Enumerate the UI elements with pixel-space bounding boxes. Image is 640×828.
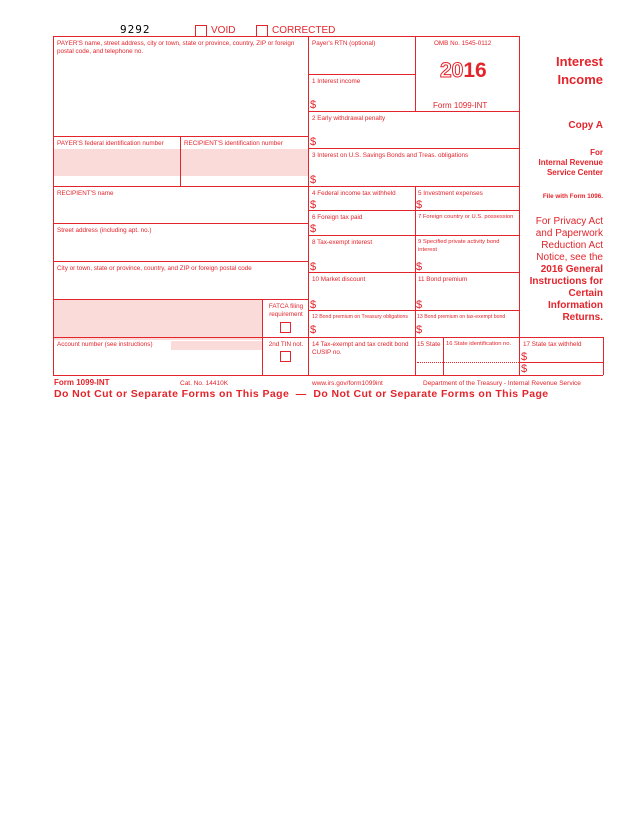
fatca-label: FATCA filing requirement <box>268 303 304 318</box>
box-9-label: 9 Specified private activity bond interest <box>418 239 500 253</box>
box-8-label: 8 Tax-exempt interest <box>312 239 373 246</box>
corrected-label: CORRECTED <box>272 25 336 36</box>
box-17-dollar-1: $ <box>521 351 528 363</box>
box-8-dollar: $ <box>310 261 317 273</box>
box-6-dollar: $ <box>310 223 317 235</box>
box-3-dollar: $ <box>310 174 317 186</box>
box-9-dollar: $ <box>416 261 423 273</box>
payer-tin-field[interactable] <box>53 149 180 176</box>
box-6-label: 6 Foreign tax paid <box>312 214 363 221</box>
account-number-field[interactable] <box>171 341 262 350</box>
box-4-label: 4 Federal income tax withheld <box>312 190 396 197</box>
second-tin-checkbox[interactable] <box>280 351 291 362</box>
box-12-dollar: $ <box>310 324 317 336</box>
form-title-line2: Income <box>557 72 603 87</box>
box-14-label: 14 Tax-exempt and tax credit bond CUSIP no. <box>312 341 409 356</box>
box-13-dollar: $ <box>416 324 423 336</box>
box-15-label: 15 State <box>417 341 441 348</box>
city-label: City or town, state or province, country, and ZIP or foreign postal code <box>57 265 252 272</box>
box-11-label: 11 Bond premium <box>418 276 468 283</box>
tax-year-prefix: 20 <box>440 59 464 82</box>
box-7-label: 7 Foreign country or U.S. possession <box>418 214 514 220</box>
recipient-tin-field[interactable] <box>181 149 308 176</box>
recipient-name-label: RECIPIENT'S name <box>57 190 114 197</box>
box-17-label: 17 State tax withheld <box>523 341 582 348</box>
omb-label: OMB No. 1545-0112 <box>434 40 492 47</box>
form-title-line1: Interest <box>556 54 603 69</box>
file-with-label: File with Form 1096. <box>542 193 603 200</box>
footer-form-name: Form 1099-INT <box>54 378 110 387</box>
tax-year <box>440 60 487 82</box>
box-11-dollar: $ <box>416 299 423 311</box>
box-2-label: 2 Early withdrawal penalty <box>312 115 386 122</box>
box-10-dollar: $ <box>310 299 317 311</box>
footer-cat-no: Cat. No. 14410K <box>180 380 229 387</box>
instructions-notice: 2016 General Instructions for Certain Information Returns. <box>529 264 603 323</box>
account-number-label: Account number (see instructions) <box>57 341 153 348</box>
box-4-dollar: $ <box>310 199 317 211</box>
box-5-dollar: $ <box>416 199 423 211</box>
second-tin-label: 2nd TIN not. <box>268 341 304 348</box>
box-10-label: 10 Market discount <box>312 276 366 283</box>
box-16-label: 16 State identification no. <box>446 341 512 347</box>
form-name-small: Form 1099-INT <box>433 101 488 110</box>
recipient-tin-label: RECIPIENT'S identification number <box>184 140 283 147</box>
for-label: For <box>590 148 603 157</box>
box-1-label: 1 Interest income <box>312 78 361 85</box>
fatca-checkbox[interactable] <box>280 322 291 333</box>
tax-year-suffix: 16 <box>463 59 487 82</box>
payer-name-label: PAYER'S name, street address, city or town, state or province, country, ZIP or foreign postal code, and telephone no. <box>57 40 295 55</box>
box-2-dollar: $ <box>310 136 317 148</box>
box-3-label: 3 Interest on U.S. Savings Bonds and Treas. obligations <box>312 152 469 159</box>
privacy-notice: For Privacy Act and Paperwork Reduction Act Notice, see the <box>535 216 603 263</box>
street-address-label: Street address (including apt. no.) <box>57 227 152 234</box>
box-5-label: 5 Investment expenses <box>418 190 483 197</box>
box-17-dollar-2: $ <box>521 363 528 375</box>
footer-department: Department of the Treasury - Internal Revenue Service <box>423 380 581 387</box>
void-label: VOID <box>211 25 236 36</box>
do-not-cut-warning: Do Not Cut or Separate Forms on This Page — Do Not Cut or Separate Forms on This Page <box>54 388 549 400</box>
form-code: 9292 <box>120 23 151 36</box>
payer-tin-label: PAYER'S federal identification number <box>57 140 164 147</box>
box-13-label: 13 Bond premium on tax-exempt bond <box>417 314 506 320</box>
footer-url: www.irs.gov/form1099int <box>312 380 383 387</box>
box-12-label: 12 Bond premium on Treasury obligations <box>312 314 409 320</box>
box-1-dollar: $ <box>310 99 317 111</box>
copy-label: Copy A <box>568 120 603 131</box>
payer-rtn-label: Payer's RTN (optional) <box>312 40 376 47</box>
irs-center-label: Internal Revenue Service Center <box>538 158 603 177</box>
account-shaded-area <box>53 300 262 340</box>
